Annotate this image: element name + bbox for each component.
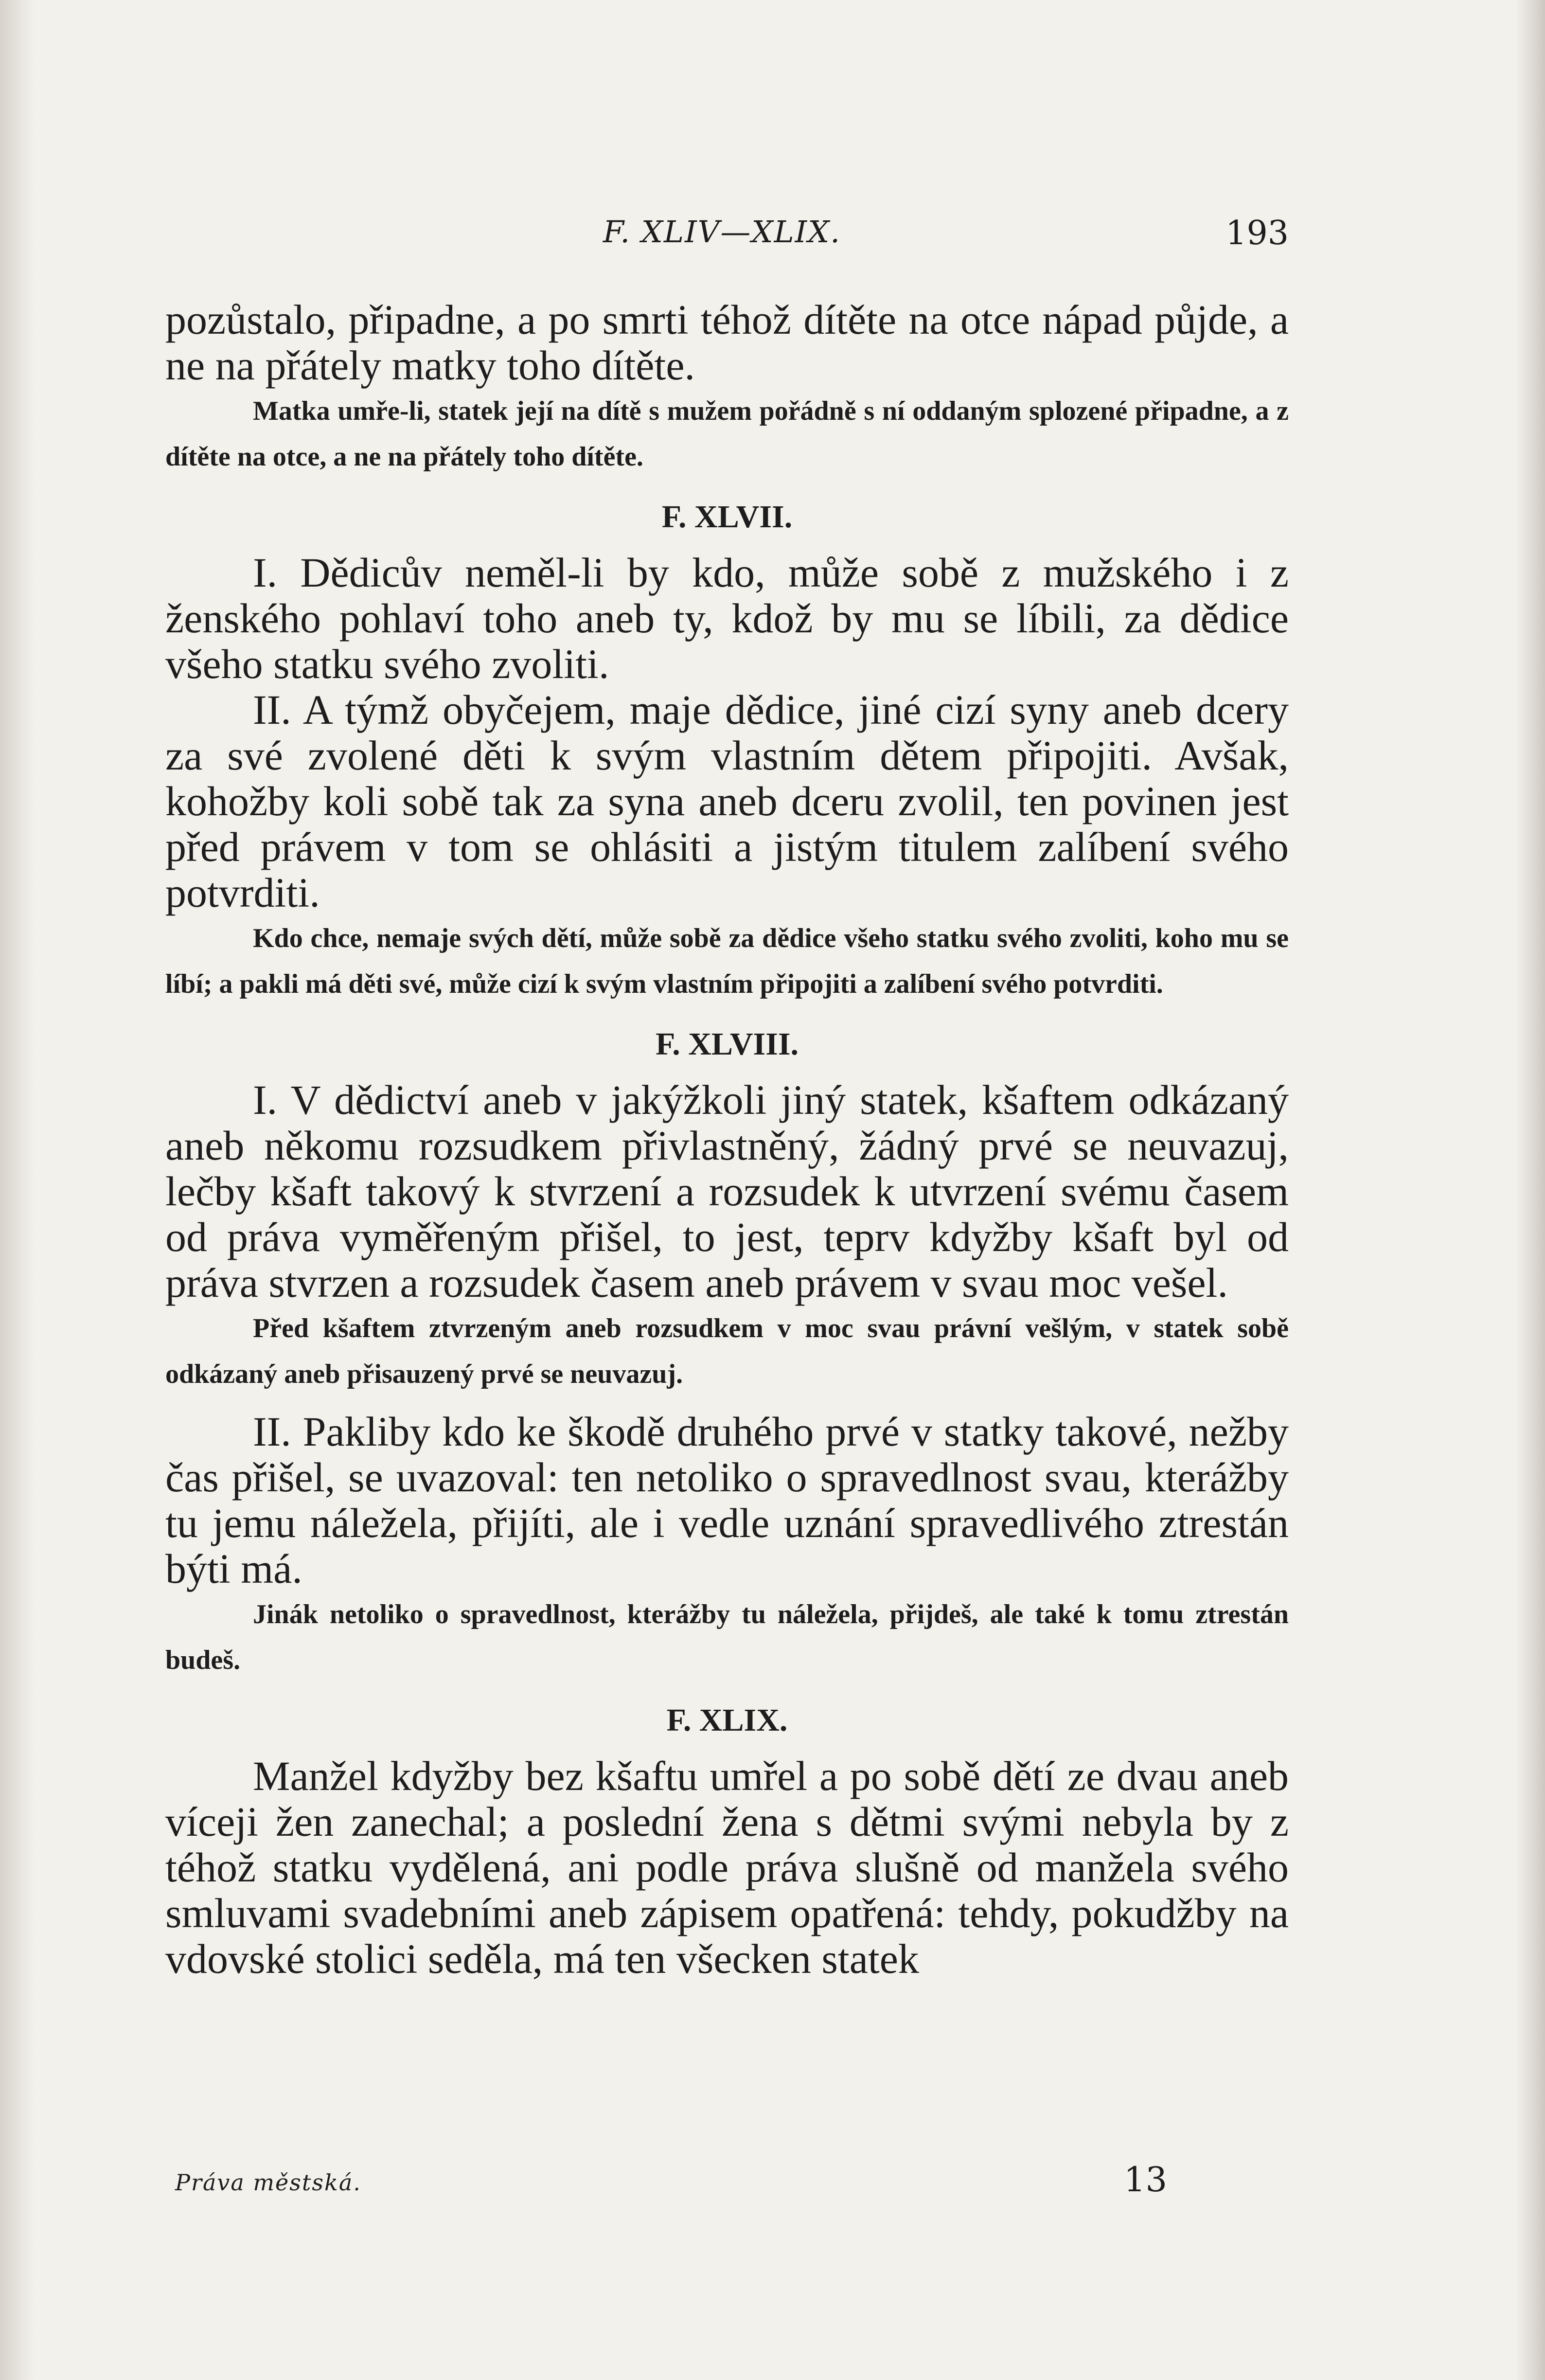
paragraph-xlix-1: Manžel kdyžby bez kšaftu umřel a po sobě dětí ze dvau aneb víceji žen zanechal; a poslední žena s dětmi svými nebyla by z téhož statku vydělená, ani podle práva slušně od manžela svého smluvami svadebními aneb zápisem opatřená: tehdy, pokudžby na vdovské stolici seděla, má ten všecken statek (165, 1753, 1289, 1982)
summary-note: Matka umře-li, statek její na dítě s mužem pořádně s ní oddaným splozené připadne, a z dítěte na otce, a ne na přátely toho dítěte. (165, 396, 1289, 472)
section-heading-xlviii: F. XLVIII. (655, 1026, 799, 1062)
paragraph-xlviii-1: I. V dědictví aneb v jakýžkoli jiný statek, kšaftem odkázaný aneb někomu rozsudkem přivlastněný, žádný prvé se neuvazuj, lečby kšaft takový k stvrzení a rozsudek k utvrzení svému časem od práva vyměřeným přišel, to jest, teprv kdyžby kšaft byl od práva stvrzen a rozsudek časem aneb právem v svau moc vešel. (165, 1076, 1289, 1306)
paragraph-xlvii-1: I. Dědicův neměl-li by kdo, může sobě z mužského i z ženského pohlaví toho aneb ty, kdož by mu se líbili, za dědice všeho statku svého zvoliti. (165, 549, 1289, 687)
paragraph-xlviii-2: II. Pakliby kdo ke škodě druhého prvé v statky takové, nežby čas přišel, se uvazoval: ten netoliko o spravedlnost svau, kterážby tu jemu náležela, přijíti, ale i vedle uznání spravedlivého ztrestán býti má. (165, 1408, 1289, 1592)
continued-paragraph: pozůstalo, připadne, a po smrti téhož dítěte na otce nápad půjde, a ne na přátely matky toho dítěte. (165, 296, 1289, 389)
running-head: F. XLIV—XLIX. (603, 214, 841, 250)
section-heading-xlix: F. XLIX. (666, 1702, 788, 1738)
scan-edge-right (1516, 0, 1545, 2380)
signature-mark: Práva městská. (175, 2169, 361, 2196)
section-heading-xlvii: F. XLVII. (661, 499, 793, 535)
summary-note-xlviii-1: Před kšaftem ztvrzeným aneb rozsudkem v moc svau právní vešlým, v statek sobě odkázaný aneb přisauzený prvé se neuvazuj. (165, 1313, 1289, 1389)
scan-edge-left (0, 0, 34, 2380)
summary-note-xlviii-2: Jinák netoliko o spravedlnost, kterážby tu náležela, přijdeš, ale také k tomu ztrestán budeš. (165, 1599, 1289, 1675)
page-header (165, 214, 1289, 268)
summary-note-xlvii: Kdo chce, nemaje svých dětí, může sobě za dědice všeho statku svého zvoliti, koho mu se líbí; a pakli má děti své, může cizí k svým vlastním připojiti a zalíbení svého potvrditi. (165, 923, 1289, 999)
paragraph-xlvii-2: II. A týmž obyčejem, maje dědice, jiné cizí syny aneb dcery za své zvolené děti k svým vlastním dětem připojiti. Avšak, kohožby koli sobě tak za syna aneb dceru zvolil, ten povinen jest před právem v tom se ohlásiti a jistým titulem zalíbení svého potvrditi. (165, 686, 1289, 916)
sheet-number: 13 (1123, 2160, 1167, 2200)
page-number: 193 (1225, 214, 1289, 252)
page-body (165, 297, 1289, 1982)
page-footer (165, 2160, 1289, 2208)
